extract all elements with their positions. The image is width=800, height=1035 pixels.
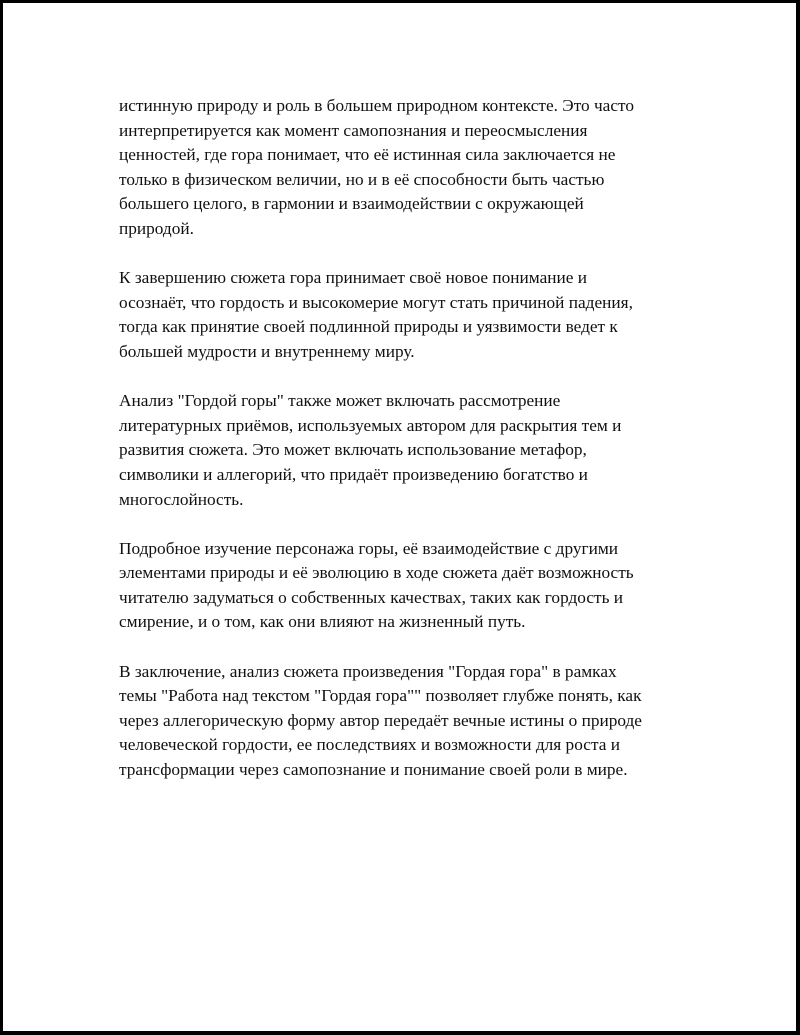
paragraph: В заключение, анализ сюжета произведения "Гордая гора" в рамках темы "Работа над текстом "Гордая гора"" позволяет глубже понять, как через аллегорическую форму автор передаёт вечные истины о природе человеческой гордости, ее последствиях и возможности для роста и трансформации через самопознание и понимание своей роли в мире.: [119, 661, 642, 780]
document-body: [119, 94, 699, 807]
paragraph: К завершению сюжета гора принимает своё новое понимание и осознаёт, что гордость и высокомерие могут стать причиной падения, тогда как принятие своей подлинной природы и уязвимости ведет к большей мудрости и внутреннему миру.: [119, 268, 633, 361]
paragraph: истинную природу и роль в большем природном контексте. Это часто интерпретируется как момент самопознания и переосмысления ценностей, где гора понимает, что её истинная сила заключается не только в физическом величии, но и в её способности быть частью большего целого, в гармонии и взаимодействии с окружающей природой.: [119, 96, 634, 238]
paragraph: Подробное изучение персонажа горы, её взаимодействие с другими элементами природы и её эволюцию в ходе сюжета даёт возможность читателю задуматься о собственных качествах, таких как гордость и смирение, и о том, как они влияют на жизненный путь.: [119, 538, 634, 632]
paragraph: Анализ "Гордой горы" также может включать рассмотрение литературных приёмов, используемых автором для раскрытия тем и развития сюжета. Это может включать использование метафор, символики и аллегорий, что придаёт произведению богатство и многослойность.: [119, 391, 622, 509]
